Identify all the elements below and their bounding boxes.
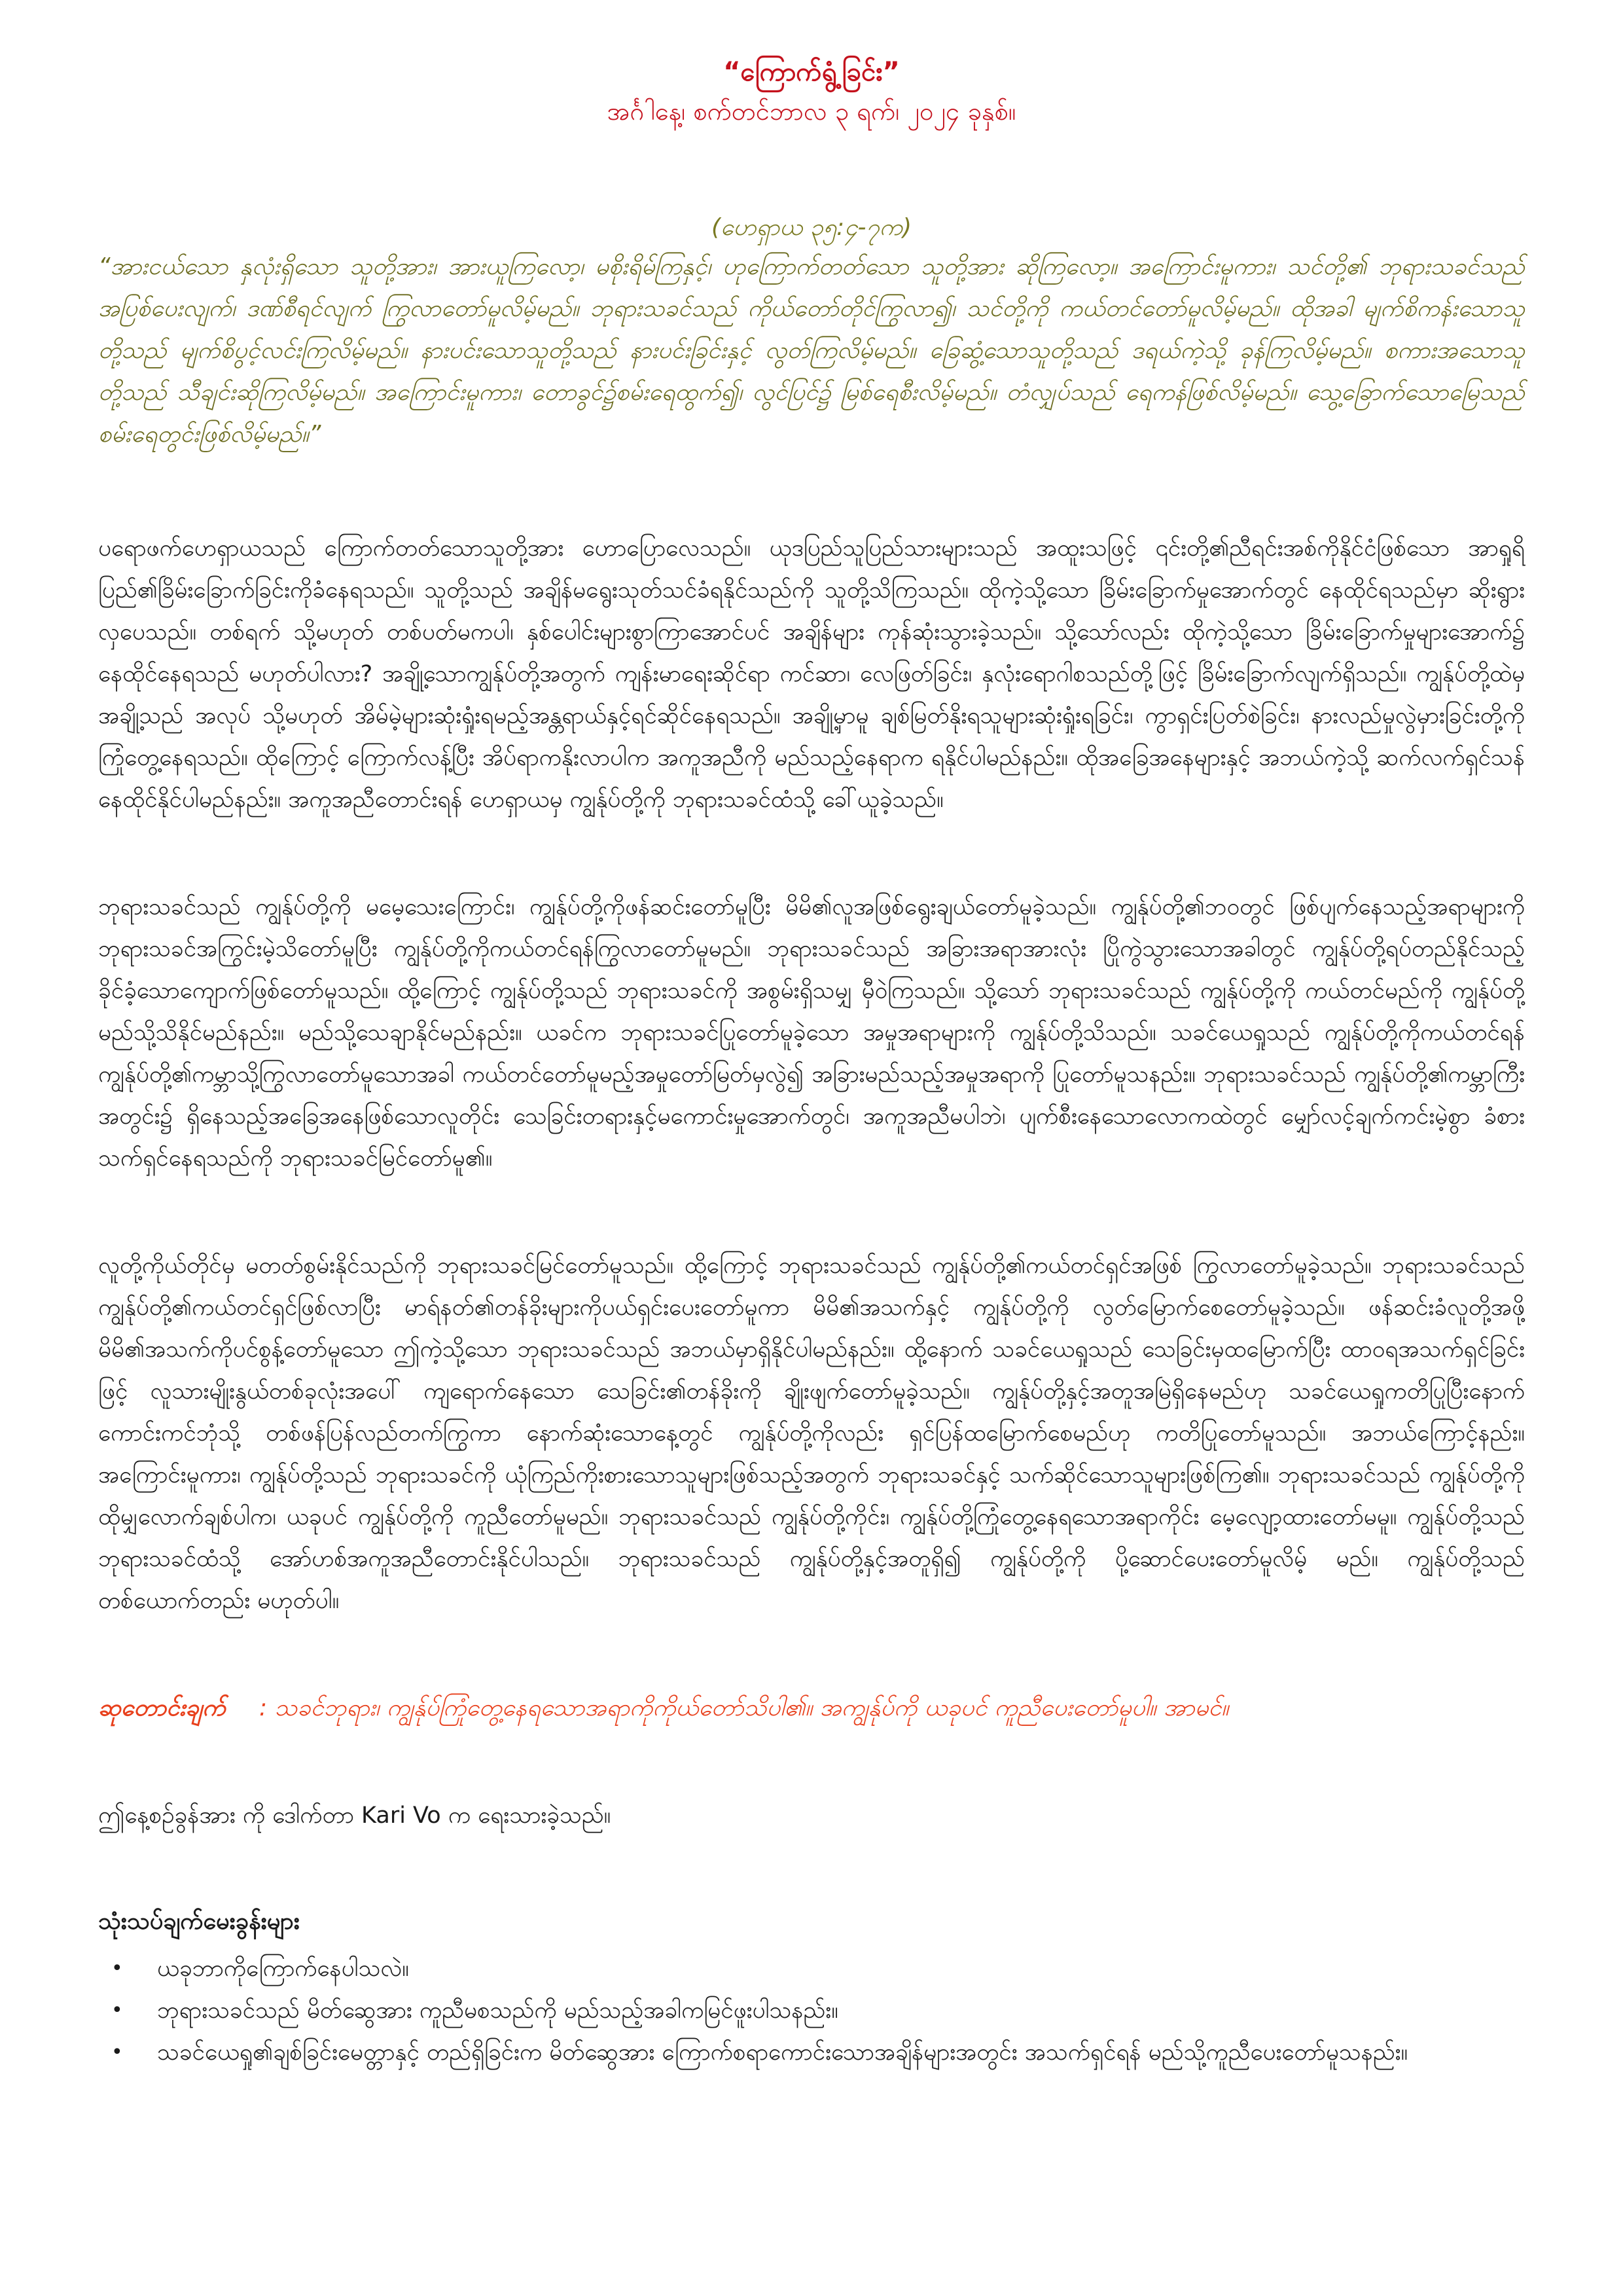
page-title: “ကြောက်ရွံ့ခြင်း” [723, 57, 900, 87]
prayer-text: : သခင်ဘုရား၊ ကျွန်ုပ်ကြုံတွေ့နေရသောအရာကိုကိုယ်တော်သိပါ၏။ အကျွန်ုပ်ကို ယခုပင် ကူညီပေးတော်မူပါ။ အာမင်။ [259, 1695, 1229, 1721]
bullet-icon: • [111, 2041, 123, 2064]
author-line: ဤနေ့စဉ်ခွန်အား ကို ဒေါက်တာ Kari Vo က ရေးသားခဲ့သည်။ [98, 1803, 611, 1829]
scripture-reference: (ဟေရှာယ ၃၅:၄-၇က) [711, 214, 912, 241]
devotional-page [98, 52, 1525, 2073]
question-text: ဘုရားသခင်သည် မိတ်ဆွေအား ကူညီမစသည်ကို မည်သည့်အခါကမြင်ဖူးပါသနည်း။ [157, 1998, 838, 2024]
body-paragraph-3: လူတို့ကိုယ်တိုင်မှ မတတ်စွမ်းနိုင်သည်ကို ဘုရားသခင်မြင်တော်မူသည်။ ထို့ကြောင့် ဘုရားသခင်သည် ကျွန်ုပ်တို့၏ကယ်တင်ရှင်အဖြစ် ကြွလာတော်မူခဲ့သည်။ ဘုရားသခင်သည် ကျွန်ုပ်တို့၏ကယ်တင်ရှင်ဖြစ်လာပြီး မာရ်နတ်၏တန်ခိုးများကိုပယ်ရှင်းပေးတော်မူကာ မိမိ၏အသက်နှင့် ကျွန်ုပ်တို့ကို လွတ်မြောက်စေတော်မူခဲ့သည်။ ဖန်ဆင်းခံလူတို့အဖို့ မိမိ၏အသက်ကိုပင်စွန့်တော်မူသော ဤကဲ့သို့သော ဘုရားသခင်သည် အဘယ်မှာရှိနိုင်ပါမည်နည်း။ ထို့နောက် သခင်ယေရှုသည် သေခြင်းမှထမြောက်ပြီး ထာဝရအသက်ရှင်ခြင်းဖြင့် လူသားမျိုးနွယ်တစ်ခုလုံးအပေါ် ကျရောက်နေသော သေခြင်း၏တန်ခိုးကို ချိုးဖျက်တော်မူခဲ့သည်။ ကျွန်ုပ်တို့နှင့်အတူအမြဲရှိနေမည်ဟု သခင်ယေရှုကတိပြုပြီးနောက် ကောင်းကင်ဘုံသို့ တစ်ဖန်ပြန်လည်တက်ကြွကာ နောက်ဆုံးသောနေ့တွင် ကျွန်ုပ်တို့ကိုလည်း ရှင်ပြန်ထမြောက်စေမည်ဟု ကတိပြုတော်မူသည်။ အဘယ်ကြောင့်နည်း။ အကြောင်းမူကား၊ ကျွန်ုပ်တို့သည် ဘုရားသခင်ကို ယုံကြည်ကိုးစားသောသူများဖြစ်သည့်အတွက် ဘုရားသခင်နှင့် သက်ဆိုင်သောသူများဖြစ်ကြ၏။ ဘုရားသခင်သည် ကျွန်ုပ်တို့ကို ထိုမျှလောက်ချစ်ပါက၊ ယခုပင် ကျွန်ုပ်တို့ကို ကူညီတော်မူမည်။ ဘုရားသခင်သည် ကျွန်ုပ်တို့ကိုင်း၊ ကျွန်ုပ်တို့ကြုံတွေ့နေရသောအရာကိုင်း မေ့လျော့ထားတော်မမူ။ ကျွန်ုပ်တို့သည် ဘုရားသခင်ထံသို့ အော်ဟစ်အကူအညီတောင်းနိုင်ပါသည်။ ဘုရားသခင်သည် ကျွန်ုပ်တို့နှင့်အတူရှိ၍ ကျွန်ုပ်တို့ကို ပို့ဆောင်ပေးတော်မူလိမ့် မည်။ ကျွန်ုပ်တို့သည် တစ်ယောက်တည်း မဟုတ်ပါ။ [98, 1253, 1525, 1614]
page-date: အင်္ဂါနေ့၊ စက်တင်ဘာလ ၃ ရက်၊ ၂၀၂၄ ခုနှစ်။ [607, 97, 1016, 126]
scripture-passage: “အားငယ်သော နှလုံးရှိသော သူတို့အား၊ အားယူကြလော့၊ မစိုးရိမ်ကြနှင့်၊ ဟုကြောက်တတ်သော သူတို့အား ဆိုကြလော့။ အကြောင်းမူကား၊ သင်တို့၏ ဘုရားသခင်သည် အပြစ်ပေးလျက်၊ ဒဏ်စီရင်လျက် ကြွလာတော်မူလိမ့်မည်။ ဘုရားသခင်သည် ကိုယ်တော်တိုင်ကြွလာ၍၊ သင်တို့ကို ကယ်တင်တော်မူလိမ့်မည်။ ထိုအခါ မျက်စိကန်းသောသူတို့သည် မျက်စိပွင့်လင်းကြလိမ့်မည်။ နားပင်းသောသူတို့သည် နားပင်းခြင်းနှင့် လွတ်ကြလိမ့်မည်။ ခြေဆွံ့သောသူတို့သည် ဒရယ်ကဲ့သို့ ခုန်ကြလိမ့်မည်။ စကားအသောသူတို့သည် သီချင်းဆိုကြလိမ့်မည်။ အကြောင်းမူကား၊ တောခွင်၌စမ်းရေထွက်၍၊ လွင်ပြင်၌ မြစ်ရေစီးလိမ့်မည်။ တံလျှပ်သည် ရေကန်ဖြစ်လိမ့်မည်။ သွေ့ခြောက်သောမြေသည် စမ်းရေတွင်းဖြစ်လိမ့်မည်။” [98, 253, 1525, 448]
bullet-icon: • [111, 1999, 123, 2022]
question-item-2 [98, 1990, 1525, 2032]
prayer-label: ဆုတောင်းချက် [98, 1695, 226, 1721]
body-paragraph-1: ပရောဖက်ဟေရှာယသည် ကြောက်တတ်သောသူတို့အား ဟောပြောလေသည်။ ယုဒပြည်သူပြည်သားများသည် အထူးသဖြင့် ၎င်းတို့၏ညီရင်းအစ်ကိုနိုင်ငံဖြစ်သော အာရှုရိပြည်၏ခြိမ်းခြောက်ခြင်းကိုခံနေရသည်။ သူတို့သည် အချိန်မရွေးသုတ်သင်ခံရနိုင်သည်ကို သူတို့သိကြသည်။ ထိုကဲ့သို့သော ခြိမ်းခြောက်မှုအောက်တွင် နေထိုင်ရသည်မှာ ဆိုးရွားလှပေသည်။ တစ်ရက် သို့မဟုတ် တစ်ပတ်မကပါ၊ နှစ်ပေါင်းများစွာကြာအောင်ပင် အချိန်များ ကုန်ဆုံးသွားခဲ့သည်။ သို့သော်လည်း ထိုကဲ့သို့သော ခြိမ်းခြောက်မှုများအောက်၌ နေထိုင်နေရသည် မဟုတ်ပါလား? အချို့သောကျွန်ုပ်တို့အတွက် ကျန်းမာရေးဆိုင်ရာ ကင်ဆာ၊ လေဖြတ်ခြင်း၊ နှလုံးရောဂါစသည်တို့ဖြင့် ခြိမ်းခြောက်လျက်ရှိသည်။ ကျွန်ုပ်တို့ထဲမှအချို့သည် အလုပ် သို့မဟုတ် အိမ်မဲ့များဆုံးရှုံးရမည့်အန္တရာယ်နှင့်ရင်ဆိုင်နေရသည်။ အချို့မှာမူ ချစ်မြတ်နိုးရသူများဆုံးရှုံးရခြင်း၊ ကွာရှင်းပြတ်စဲခြင်း၊ နားလည်မှုလွဲမှားခြင်းတို့ကို ကြုံတွေ့နေရသည်။ ထိုကြောင့် ကြောက်လန့်ပြီး အိပ်ရာကနိုးလာပါက အကူအညီကို မည်သည့်နေရာက ရနိုင်ပါမည်နည်း။ ထိုအခြေအနေများနှင့် အဘယ်ကဲ့သို့ ဆက်လက်ရှင်သန်နေထိုင်နိုင်ပါမည်နည်း။ အကူအညီတောင်းရန် ဟေရှာယမှ ကျွန်ုပ်တို့ကို ဘုရားသခင်ထံသို့ ခေါ်ယူခဲ့သည်။ [98, 535, 1525, 813]
questions-heading: သုံးသပ်ချက်မေးခွန်းများ [98, 1908, 300, 1935]
bullet-icon: • [111, 1957, 123, 1980]
question-item-3 [98, 2032, 1525, 2073]
question-text: ယခုဘာကိုကြောက်နေပါသလဲ။ [157, 1956, 409, 1982]
question-text: သခင်ယေရှု၏ချစ်ခြင်းမေတ္တာနှင့် တည်ရှိခြင်းက မိတ်ဆွေအား ကြောက်စရာကောင်းသောအချိန်များအတွင်း အသက်ရှင်ရန် မည်သို့ကူညီပေးတော်မူသနည်း။ [157, 2039, 1408, 2066]
prayer-line [98, 1687, 1525, 1729]
questions-list [98, 1948, 1525, 2073]
question-item-1 [98, 1948, 1525, 1990]
body-paragraph-2: ဘုရားသခင်သည် ကျွန်ုပ်တို့ကို မမေ့သေးကြောင်း၊ ကျွန်ုပ်တို့ကိုဖန်ဆင်းတော်မူပြီး မိမိ၏လူအဖြစ်ရွေးချယ်တော်မူခဲ့သည်။ ကျွန်ုပ်တို့၏ဘဝတွင် ဖြစ်ပျက်နေသည့်အရာများကို ဘုရားသခင်အကြွင်းမဲ့သိတော်မူပြီး ကျွန်ုပ်တို့ကိုကယ်တင်ရန်ကြွလာတော်မူမည်။ ဘုရားသခင်သည် အခြားအရာအားလုံး ပြိုကွဲသွားသောအခါတွင် ကျွန်ုပ်တို့ရပ်တည်နိုင်သည့် ခိုင်ခံ့သောကျောက်ဖြစ်တော်မူသည်။ ထို့ကြောင့် ကျွန်ုပ်တို့သည် ဘုရားသခင်ကို အစွမ်းရှိသမျှ မှီဝဲကြသည်။ သို့သော် ဘုရားသခင်သည် ကျွန်ုပ်တို့ကို ကယ်တင်မည်ကို ကျွန်ုပ်တို့ မည်သို့သိနိုင်မည်နည်း။ မည်သို့သေချာနိုင်မည်နည်း။ ယခင်က ဘုရားသခင်ပြုတော်မူခဲ့သော အမှုအရာများကို ကျွန်ုပ်တို့သိသည်။ သခင်ယေရှုသည် ကျွန်ုပ်တို့ကိုကယ်တင်ရန် ကျွန်ုပ်တို့၏ကမ္ဘာသို့ကြွလာတော်မူသောအခါ ကယ်တင်တော်မူမည့်အမှုတော်မြတ်မှလွဲ၍ အခြားမည်သည့်အမှုအရာကို ပြုတော်မူသနည်း။ ဘုရားသခင်သည် ကျွန်ုပ်တို့၏ကမ္ဘာကြီးအတွင်း၌ ရှိနေသည့်အခြေအနေဖြစ်သောလူတိုင်း သေခြင်းတရားနှင့်မကောင်းမှုအောက်တွင်၊ အကူအညီမပါဘဲ၊ ပျက်စီးနေသောလောကထဲတွင် မျှော်လင့်ချက်ကင်းမဲ့စွာ ခံစားသက်ရှင်နေရသည်ကို ဘုရားသခင်မြင်တော်မူ၏။ [98, 894, 1525, 1172]
